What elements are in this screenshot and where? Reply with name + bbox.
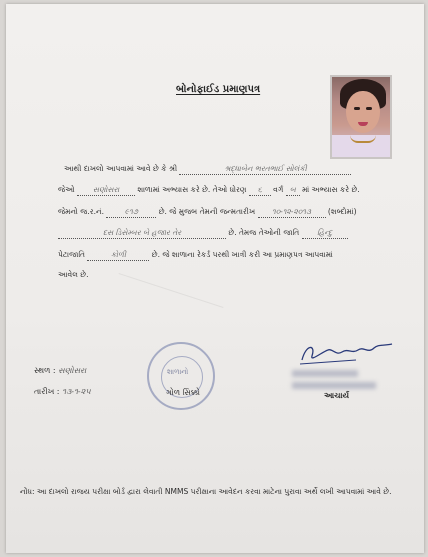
body-line-3 — [58, 207, 357, 218]
line-text: (શબ્દોમાં) — [327, 207, 357, 216]
seal-top-text: શાળાનો — [167, 368, 189, 376]
line-text: માં અભ્યાસ કરે છે. — [302, 185, 360, 194]
line-text: જેઓ — [58, 185, 75, 194]
line-text: શાળામાં અભ્યાસ કરે છે. તેઓ ધોરણ — [137, 185, 247, 194]
division-field: બ — [286, 185, 300, 196]
body-line-2 — [58, 185, 360, 196]
body-line-5 — [58, 250, 333, 261]
date-label: તારીખ : — [34, 387, 60, 396]
line-text: છે. જે શાળાના રેકર્ડ પરથી ખાત્રી કરી આ પ્રમાણપત્ર આપવામાં — [151, 250, 333, 259]
photo-face — [346, 91, 380, 133]
line-text: પેટાજાતિ — [58, 250, 86, 259]
gr-number-field: ૯૧૭ — [106, 207, 156, 218]
school-place-field: સણોસરા — [77, 185, 135, 196]
principal-signature — [296, 338, 396, 368]
line-text: જેમનો જ.ર.નં. — [58, 207, 104, 216]
place-row — [34, 366, 86, 376]
certificate-title: બોનોફાઈડ પ્રમાણપત્ર — [176, 84, 261, 95]
place-label: સ્થળ : — [34, 366, 56, 375]
line-text: આવેલ છે. — [58, 270, 89, 279]
student-name-field: શ્રદ્ધાબેન ભરતભાઈ સોલંકી — [179, 164, 351, 175]
line-text: આથી દાખલો આપવામાં આવે છે કે શ્રી — [64, 164, 178, 173]
photo-necklace — [350, 135, 376, 143]
body-line-4 — [58, 228, 348, 239]
student-photo — [330, 75, 392, 159]
line-text: છે. જે મુજબ તેમની જન્મતારીખ — [158, 207, 256, 216]
caste-field: હિન્દુ — [302, 228, 348, 239]
standard-field: ૬ — [249, 185, 271, 196]
paper-crease — [119, 273, 224, 308]
seal-label: ગોળ સિક્કો — [166, 388, 200, 397]
certificate-sheet — [6, 4, 424, 553]
photo-eye — [366, 107, 372, 110]
body-line-1 — [64, 164, 351, 175]
line-text: વર્ગ — [273, 185, 284, 194]
principal-label: આચાર્ય — [324, 391, 350, 400]
birth-date-words-field: દસ ડિસેમ્બર બે હજાર તેર — [58, 228, 226, 239]
photo-eye — [354, 107, 360, 110]
body-line-6 — [58, 270, 88, 280]
redacted-stamp-line — [292, 382, 376, 389]
place-value: સણોસરા — [58, 366, 87, 375]
note-text: નોંધ: આ દાખલો રાજય પરીક્ષા બોર્ડ દ્વારા લેવાતી NMMS પરીક્ષાના આવેદન કરવા માટેના પુરાવા અર્થે લખી આપવામાં આવે છે. — [20, 487, 392, 496]
line-text: છે. તેમજ તેઓની જાતિ — [228, 228, 300, 237]
birth-date-field: ૧૦-૧૨-૨૦૧૩ — [258, 207, 326, 218]
sub-caste-field: કોળી — [87, 250, 149, 261]
redacted-stamp-line — [292, 370, 358, 377]
date-value: ૧૩-૧-૨૫ — [62, 387, 91, 396]
date-row — [34, 387, 91, 397]
school-seal — [147, 342, 215, 410]
